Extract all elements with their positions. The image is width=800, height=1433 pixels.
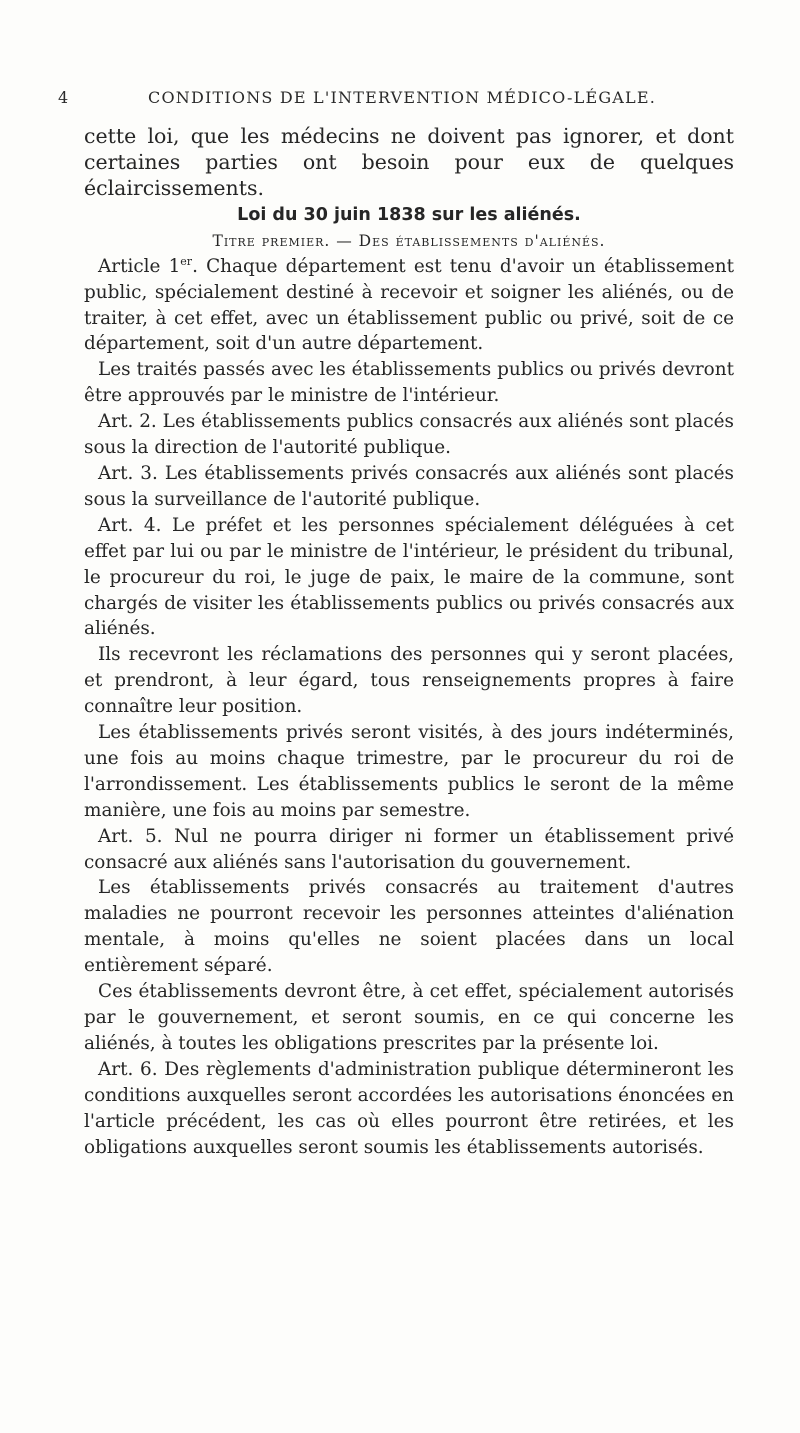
article-5: Art. 5. Nul ne pourra diriger ni former un établissement privé consacré aux aliénés sans l'autorisation du gouvernement. [84, 825, 734, 873]
article-1-paragraph-2: Les traités passés avec les établissements publics ou privés devront être approuvés par le ministre de l'intérieur. [84, 359, 734, 407]
article-1-label: Article 1 [98, 255, 181, 277]
article-1-text: . Chaque département est tenu d'avoir un établissement public, spécialement destiné à recevoir et soigner les aliénés, ou de traiter, à cet effet, avec un établissement public ou privé, soit de ce département, soit d'un autre département. [84, 255, 734, 355]
article-3: Art. 3. Les établissements privés consacrés aux aliénés sont placés sous la surveillance de l'autorité publique. [84, 462, 734, 510]
article-2: Art. 2. Les établissements publics consacrés aux aliénés sont placés sous la direction de l'autorité publique. [84, 411, 734, 459]
article-5-paragraph-2: Les établissements privés consacrés au traitement d'autres maladies ne pourront recevoir les personnes atteintes d'aliénation mentale, à moins qu'elles ne soient placées dans un local entièrement séparé. [84, 877, 734, 977]
article-1 [84, 254, 734, 358]
title-heading: Titre premier. — Des établissements d'aliénés. [212, 231, 606, 250]
article-4: Art. 4. Le préfet et les personnes spécialement déléguées à cet effet par lui ou par le ministre de l'intérieur, le président du tribunal, le procureur du roi, le juge de paix, le maire de la commune, sont chargés de visiter les établissements publics ou privés consacrés aux aliénés. [84, 514, 734, 640]
running-title: CONDITIONS DE L'INTERVENTION MÉDICO-LÉGALE. [148, 88, 657, 107]
intro-paragraph: cette loi, que les médecins ne doivent pas ignorer, et dont certaines parties ont besoin pour eux de quelques éclaircissements. [84, 124, 734, 200]
article-4-paragraph-2: Ils recevront les réclamations des personnes qui y seront placées, et prendront, à leur égard, tous renseignements propres à faire connaître leur position. [84, 644, 734, 718]
article-1-sup: er [180, 254, 193, 268]
page-number: 4 [58, 88, 70, 107]
law-heading: Loi du 30 juin 1838 sur les aliénés. [237, 204, 581, 225]
article-5-paragraph-3: Ces établissements devront être, à cet effet, spécialement autorisés par le gouvernement, et seront soumis, en ce qui concerne les aliénés, à toutes les obligations prescrites par la présente loi. [84, 981, 734, 1054]
page-body [84, 124, 734, 1160]
article-6: Art. 6. Des règlements d'administration publique détermineront les conditions auxquelles seront accordées les autorisations énoncées en l'article précédent, les cas où elles pourront être retirées, et les obligations auxquelles seront soumis les établissements autorisés. [84, 1058, 734, 1158]
article-4-paragraph-3: Les établissements privés seront visités, à des jours indéterminés, une fois au moins chaque trimestre, par le procureur du roi de l'arrondissement. Les établissements publics le seront de la même manière, une fois au moins par semestre. [84, 722, 734, 821]
running-header [58, 88, 738, 114]
